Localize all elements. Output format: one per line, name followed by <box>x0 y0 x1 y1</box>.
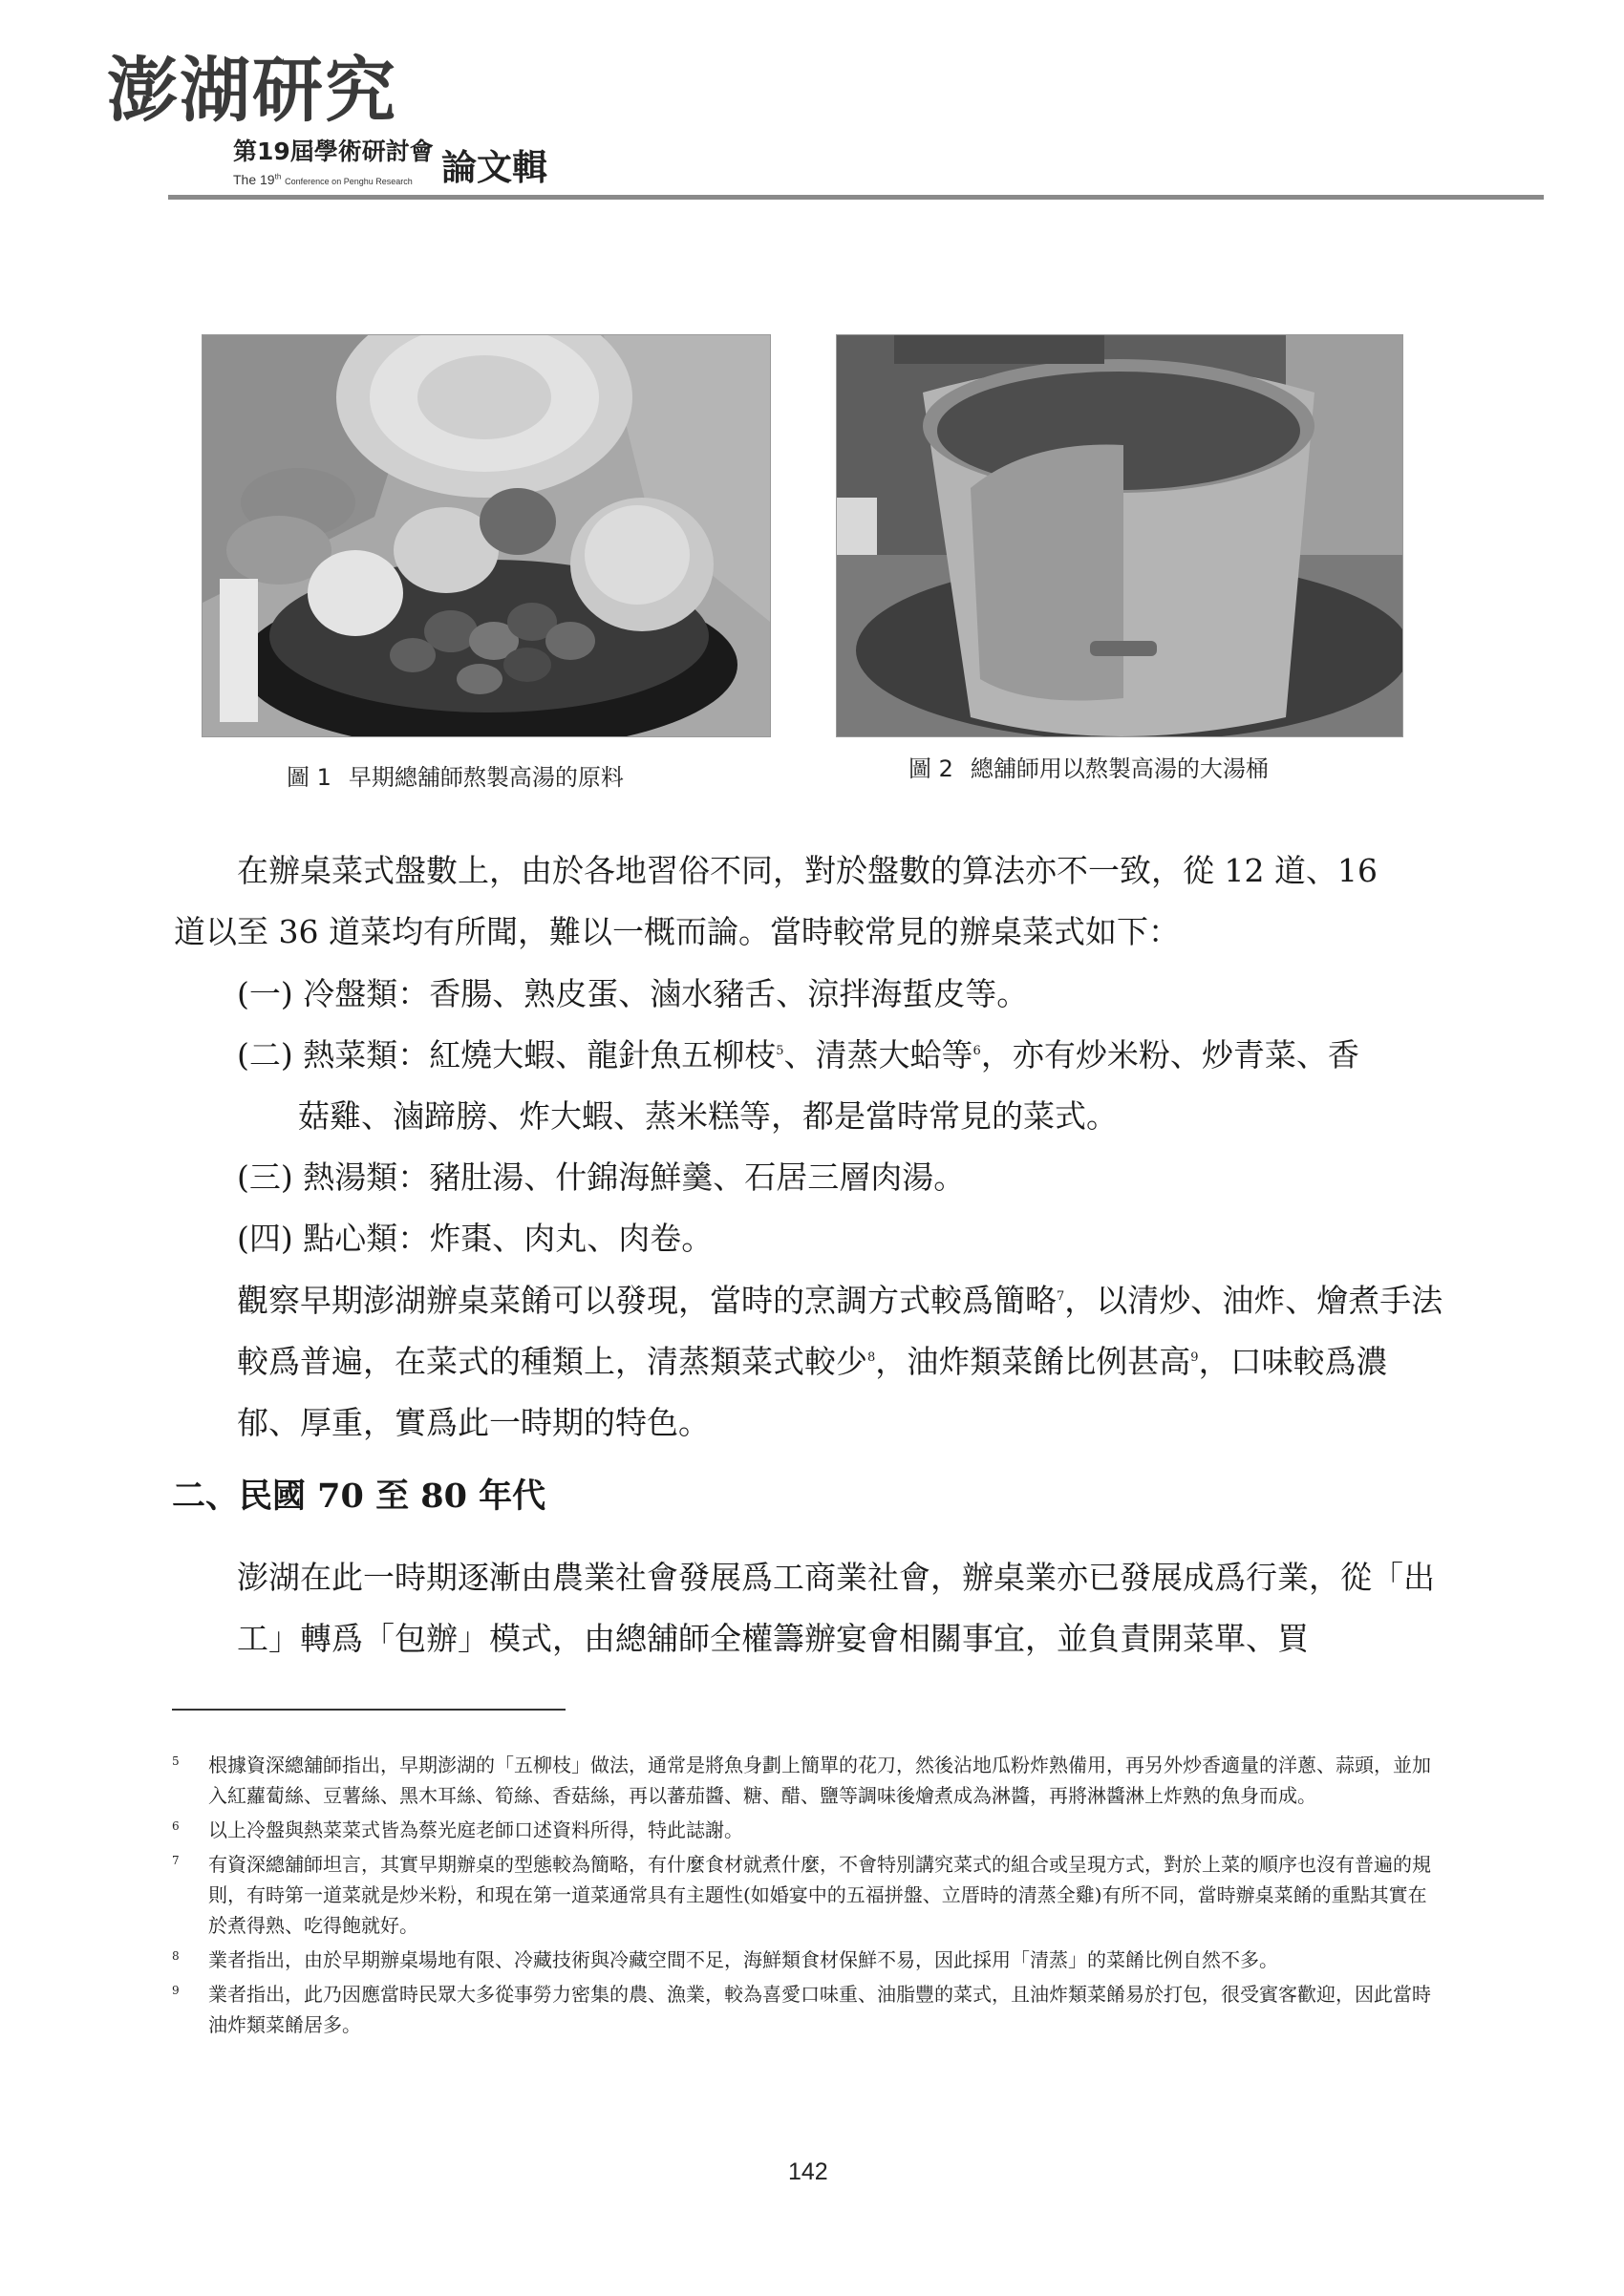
footnote-ref-5[interactable]: 5 <box>776 1044 784 1058</box>
footnote-ref-7[interactable]: 7 <box>1057 1289 1065 1304</box>
conference-title: 第19屆學術研討會 <box>233 138 434 165</box>
list-item-hot-dishes: (二) 熱菜類：紅燒大蝦、龍針魚五柳枝$^5$、清蒸大蛤等$^6$，亦有炒米粉、炒青菜、香 菇雞、滷蹄膀、炸大蝦、蒸米糕等，都是當時常見的菜式。 <box>237 1025 1444 1147</box>
list-item-cold-dishes: (一) 冷盤類：香腸、熟皮蛋、滷水豬舌、涼拌海蜇皮等。 <box>237 975 1029 1012</box>
figure-2-caption: 圖 2 總舖師用以熬製高湯的大湯桶 <box>908 755 1269 782</box>
paragraph-1-line-2: 道以至 36 道菜均有所聞，難以一概而論。當時較常見的辦桌菜式如下： <box>174 913 1180 950</box>
paragraph-1-line-1: 在辦桌菜式盤數上，由於各地習俗不同，對於盤數的算法亦不一致，從 12 道、16 <box>237 852 1378 889</box>
footnote-ref-8[interactable]: 8 <box>867 1350 876 1365</box>
list-item-hot-dishes-continuation: 菇雞、滷蹄膀、炸大蝦、蒸米糕等，都是當時常見的菜式。 <box>298 1097 1118 1135</box>
footnote-ref-6[interactable]: 6 <box>972 1044 981 1058</box>
section-heading: 二、民國 70 至 80 年代 <box>172 1477 546 1516</box>
footnote-divider <box>172 1709 566 1711</box>
list-item-hot-soups: (三) 熱湯類：豬肚湯、什錦海鮮羹、石居三層肉湯。 <box>237 1159 966 1196</box>
paragraph-3-text: 澎湖在此一時期逐漸由農業社會發展爲工商業社會，辦桌業亦已發展成爲行業，從「出工」轉爲「包辦」模式，由總舖師全權籌辦宴會相關事宜，並負責開菜單、買 <box>237 1559 1435 1657</box>
conference-english-title: The 19th Conference on Penghu Research <box>233 172 413 187</box>
paragraph-2-text: 觀察早期澎湖辦桌菜餚可以發現，當時的烹調方式較爲簡略$^7$，以清炒、油炸、燴煮手法較爲普遍，在菜式的種類上，清蒸類菜式較少$^8$，油炸類菜餚比例甚高$^9$，口味較爲濃郁、厚重，實爲此一時期的特色。 <box>237 1282 1443 1441</box>
list-item-snacks: (四) 點心類：炸棗、肉丸、肉卷。 <box>237 1220 714 1257</box>
journal-logo: 澎湖研究 <box>107 50 397 132</box>
body-paragraph-2 <box>174 1270 1444 1454</box>
figure-1-caption: 圖 1 早期總舖師熬製高湯的原料 <box>287 764 624 791</box>
footnote-ref-9[interactable]: 9 <box>1190 1350 1199 1365</box>
footnote-6: 6 以上冷盤與熱菜菜式皆為蔡光庭老師口述資料所得，特此誌謝。 <box>172 1818 743 1841</box>
proceedings-label: 論文輯 <box>441 147 547 188</box>
body-paragraph-1 <box>174 840 1444 963</box>
figure-1-photo <box>203 335 770 736</box>
figure-2-image <box>836 334 1403 737</box>
body-paragraph-3 <box>174 1547 1444 1669</box>
page-number: 142 <box>788 2158 828 2185</box>
footnotes <box>172 1750 1442 2044</box>
footnote-7: 7 有資深總舖師坦言，其實早期辦桌的型態較為簡略，有什麼食材就煮什麼，不會特別講究菜式的組合或呈現方式，對於上菜的順序也沒有普遍的規則，有時第一道菜就是炒米粉，和現在第一道菜通常具有主題性(如婚宴中的五福拼盤、立厝時的清蒸全雞)有所不同，當時辦桌菜餚的重點其實在於煮得熟、吃得飽就好。 <box>172 1853 1431 1937</box>
header-divider <box>168 195 1544 200</box>
figure-2-photo <box>837 335 1402 736</box>
figure-1-image <box>202 334 771 737</box>
footnote-8: 8 業者指出，由於早期辦桌場地有限、冷藏技術與冷藏空間不足，海鮮類食材保鮮不易，因此採用「清蒸」的菜餚比例自然不多。 <box>172 1948 1278 1971</box>
footnote-9: 9 業者指出，此乃因應當時民眾大多從事勞力密集的農、漁業，較為喜愛口味重、油脂豐的菜式，且油炸類菜餚易於打包，很受賓客歡迎，因此當時油炸類菜餚居多。 <box>172 1983 1431 2036</box>
footnote-5: 5 根據資深總舖師指出，早期澎湖的「五柳枝」做法，通常是將魚身劃上簡單的花刀，然後沾地瓜粉炸熟備用，再另外炒香適量的洋蔥、蒜頭，並加入紅蘿蔔絲、豆薯絲、黑木耳絲、筍絲、香菇絲，再以蕃茄醬、糖、醋、鹽等調味後燴煮成為淋醬，再將淋醬淋上炸熟的魚身而成。 <box>172 1754 1431 1807</box>
